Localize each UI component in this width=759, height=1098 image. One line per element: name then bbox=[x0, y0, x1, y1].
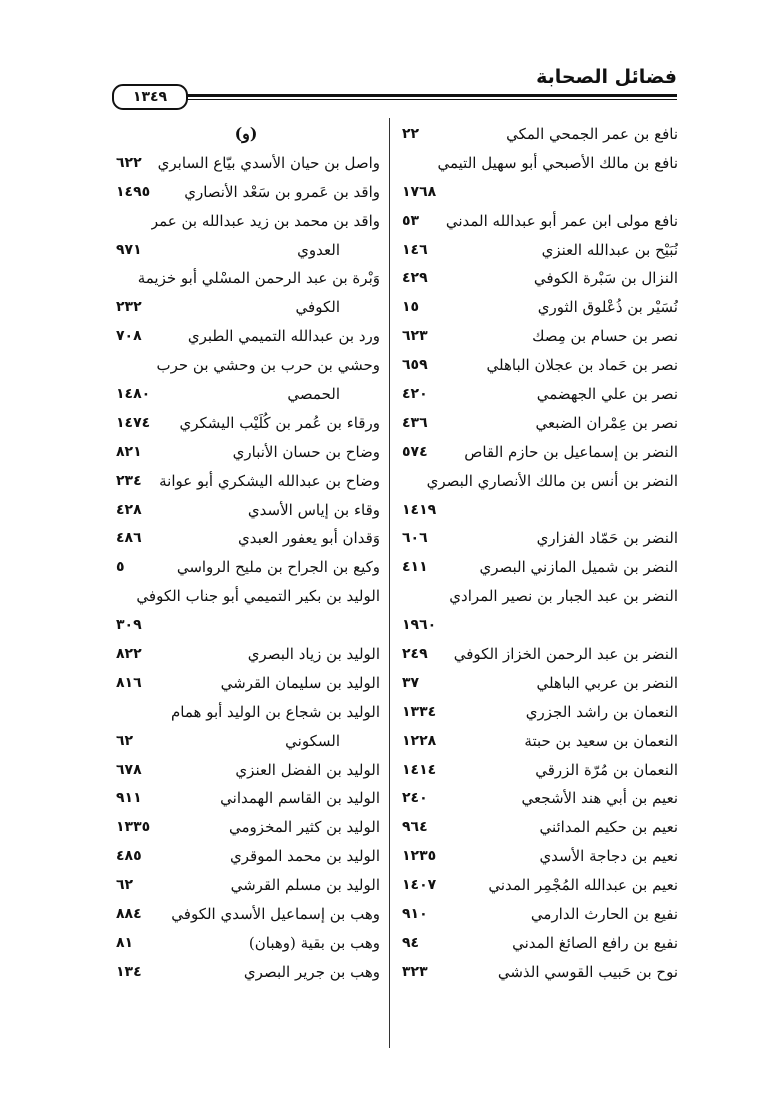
entry-name: نوح بن حَبيب القوسي الذشي bbox=[497, 962, 678, 981]
entry-page-number: ٢٣٤ bbox=[116, 472, 142, 489]
index-entry bbox=[112, 842, 380, 871]
index-entry bbox=[112, 611, 380, 640]
entry-page-number: ٨١ bbox=[116, 934, 134, 951]
entry-name: النضر بن عربي الباهلي bbox=[536, 673, 678, 692]
index-entry bbox=[398, 409, 678, 438]
entry-page-number: ١٤٧٤ bbox=[116, 414, 151, 431]
entry-name: واقد بن عَمرو بن سَعْد الأنصاري bbox=[184, 182, 380, 201]
index-entry bbox=[398, 727, 678, 756]
index-entry bbox=[398, 553, 678, 582]
entry-page-number: ١٤٩٥ bbox=[116, 183, 151, 200]
entry-page-number: ٩٧١ bbox=[116, 241, 142, 258]
entry-page-number: ٦٢٢ bbox=[116, 154, 142, 171]
entry-page-number: ١٤١٩ bbox=[402, 501, 437, 518]
entry-page-number: ٢٤٩ bbox=[402, 646, 428, 663]
entry-name: ورقاء بن عُمر بن كُلَيْب اليشكري bbox=[179, 413, 380, 432]
entry-name: وهب بن إسماعيل الأسدي الكوفي bbox=[171, 905, 380, 924]
entry-page-number: ٣٠٩ bbox=[116, 617, 142, 634]
entry-name: وَبْرة بن عبد الرحمن المسْلي أبو خزيمة bbox=[137, 269, 380, 288]
entry-name: الوليد بن سليمان القرشي bbox=[220, 673, 380, 692]
entry-name: نصر بن حَماد بن عجلان الباهلي bbox=[486, 356, 678, 375]
entry-name: نُسَيْر بن ذُعْلوق الثوري bbox=[537, 298, 678, 317]
entry-name: وضاح بن عبدالله اليشكري أبو عوانة bbox=[159, 471, 380, 490]
entry-page-number: ٢٤٠ bbox=[402, 790, 428, 807]
index-entry bbox=[112, 236, 380, 265]
entry-name: العدوي bbox=[297, 240, 340, 259]
entry-name: النضر بن حَمّاد الفزاري bbox=[536, 529, 678, 548]
index-entry bbox=[398, 871, 678, 900]
entry-name: ورد بن عبدالله التميمي الطبري bbox=[187, 327, 380, 346]
entry-page-number: ٥٧٤ bbox=[402, 443, 428, 460]
entry-page-number: ١٤٠٧ bbox=[402, 877, 437, 894]
entry-page-number: ٦٢٣ bbox=[402, 328, 428, 345]
section-heading bbox=[112, 120, 380, 149]
index-entry bbox=[398, 784, 678, 813]
index-entry bbox=[112, 409, 380, 438]
index-entry bbox=[112, 293, 380, 322]
entry-name: الوليد بن بكير التميمي أبو جناب الكوفي bbox=[136, 587, 380, 606]
header-rule bbox=[152, 94, 677, 97]
entry-page-number: ٨٨٤ bbox=[116, 906, 142, 923]
entry-page-number: ٩١١ bbox=[116, 790, 142, 807]
index-entry bbox=[398, 756, 678, 785]
index-entry bbox=[398, 496, 678, 525]
index-column-right bbox=[398, 120, 678, 987]
index-entry bbox=[112, 264, 380, 293]
entry-page-number: ٩٦٤ bbox=[402, 819, 428, 836]
entry-page-number: ١٣٤ bbox=[116, 963, 142, 980]
book-title: فضائل الصحابة bbox=[536, 66, 677, 88]
entry-name: النضر بن عبد الرحمن الخزاز الكوفي bbox=[453, 645, 678, 664]
entry-name: الوليد بن الفضل العنزي bbox=[235, 760, 380, 779]
entry-name: نفيع بن الحارث الدارمي bbox=[530, 905, 678, 924]
index-entry bbox=[398, 958, 678, 987]
entry-name: (و) bbox=[234, 124, 258, 143]
index-entry bbox=[398, 611, 678, 640]
page-number: ١٣٤٩ bbox=[112, 84, 188, 110]
index-entry bbox=[398, 582, 678, 611]
entry-name: نُبَيْح بن عبدالله العنزي bbox=[541, 240, 678, 259]
entry-name: وهب بن جرير البصري bbox=[243, 962, 380, 981]
entry-page-number: ١٥ bbox=[402, 299, 420, 316]
index-entry bbox=[398, 813, 678, 842]
entry-page-number: ٧٠٨ bbox=[116, 328, 142, 345]
entry-name: السكوني bbox=[285, 731, 340, 750]
entry-page-number: ٨٢٢ bbox=[116, 646, 142, 663]
index-entry bbox=[112, 958, 380, 987]
index-entry bbox=[112, 871, 380, 900]
entry-page-number: ٤٢٨ bbox=[116, 501, 142, 518]
entry-name: نفيع بن رافع الصائغ المدني bbox=[512, 933, 678, 952]
entry-name: الوليد بن شجاع بن الوليد أبو همام bbox=[170, 702, 380, 721]
entry-name: الوليد بن محمد الموقري bbox=[230, 847, 380, 866]
index-entry bbox=[398, 669, 678, 698]
index-entry bbox=[112, 524, 380, 553]
column-divider bbox=[389, 118, 390, 1048]
index-entry bbox=[112, 929, 380, 958]
entry-name: وضاح بن حسان الأنباري bbox=[232, 442, 380, 461]
entry-name: النعمان بن راشد الجزري bbox=[525, 702, 678, 721]
entry-name: نعيم بن دجاجة الأسدي bbox=[539, 847, 678, 866]
index-entry bbox=[112, 727, 380, 756]
index-entry bbox=[112, 553, 380, 582]
entry-name: الوليد بن القاسم الهمداني bbox=[220, 789, 380, 808]
entry-name: الوليد بن زياد البصري bbox=[247, 645, 380, 664]
entry-page-number: ٤٣٦ bbox=[402, 414, 428, 431]
entry-name: الوليد بن كثير المخزومي bbox=[229, 818, 380, 837]
page-header bbox=[112, 62, 677, 105]
index-entry bbox=[112, 438, 380, 467]
index-entry bbox=[398, 322, 678, 351]
entry-page-number: ٤٨٦ bbox=[116, 530, 142, 547]
index-entry bbox=[398, 207, 678, 236]
entry-name: الكوفي bbox=[295, 298, 340, 317]
index-entry bbox=[398, 149, 678, 178]
entry-page-number: ٣٢٣ bbox=[402, 963, 428, 980]
entry-name: النضر بن إسماعيل بن حازم القاص bbox=[464, 442, 678, 461]
entry-page-number: ٨٢١ bbox=[116, 443, 142, 460]
index-entry bbox=[398, 640, 678, 669]
entry-page-number: ٥ bbox=[116, 559, 125, 576]
entry-name: نصر بن علي الجهضمي bbox=[536, 385, 678, 404]
entry-name: النزال بن سَبْرة الكوفي bbox=[533, 269, 678, 288]
index-entry bbox=[398, 698, 678, 727]
entry-name: وكيع بن الجراح بن مليح الرواسي bbox=[176, 558, 380, 577]
entry-page-number: ٣٧ bbox=[402, 674, 420, 691]
entry-page-number: ٤١١ bbox=[402, 559, 428, 576]
index-entry bbox=[112, 380, 380, 409]
entry-name: النعمان بن سعيد بن حبتة bbox=[524, 731, 678, 750]
index-entry bbox=[398, 524, 678, 553]
entry-page-number: ١٣٣٥ bbox=[116, 819, 151, 836]
index-entry bbox=[112, 178, 380, 207]
entry-page-number: ١٤١٤ bbox=[402, 761, 437, 778]
index-entry bbox=[398, 264, 678, 293]
entry-name: وهب بن بقية (وهبان) bbox=[248, 933, 380, 952]
entry-page-number: ١٩٦٠ bbox=[402, 617, 437, 634]
entry-page-number: ٤٨٥ bbox=[116, 848, 142, 865]
entry-page-number: ٦٢ bbox=[116, 877, 134, 894]
index-entry bbox=[112, 351, 380, 380]
entry-page-number: ٦٥٩ bbox=[402, 357, 428, 374]
index-entry bbox=[398, 929, 678, 958]
entry-page-number: ١٤٨٠ bbox=[116, 386, 151, 403]
index-entry bbox=[398, 178, 678, 207]
index-entry bbox=[112, 669, 380, 698]
index-entry bbox=[112, 698, 380, 727]
index-entry bbox=[398, 467, 678, 496]
entry-name: النضر بن شميل المازني البصري bbox=[479, 558, 678, 577]
entry-name: نعيم بن عبدالله المُجْمِر المدني bbox=[488, 876, 678, 895]
index-entry bbox=[398, 380, 678, 409]
entry-page-number: ١٢٣٥ bbox=[402, 848, 437, 865]
index-entry bbox=[112, 582, 380, 611]
index-entry bbox=[398, 842, 678, 871]
entry-name: الوليد بن مسلم القرشي bbox=[230, 876, 380, 895]
entry-name: النضر بن عبد الجبار بن نصير المرادي bbox=[449, 587, 678, 606]
entry-page-number: ٩١٠ bbox=[402, 906, 428, 923]
entry-name: وَقدان أبو يعفور العبدي bbox=[238, 529, 380, 548]
entry-page-number: ٤٢٠ bbox=[402, 386, 428, 403]
entry-page-number: ٤٢٩ bbox=[402, 270, 428, 287]
entry-page-number: ٦٢ bbox=[116, 732, 134, 749]
index-entry bbox=[398, 293, 678, 322]
index-entry bbox=[398, 120, 678, 149]
index-entry bbox=[112, 467, 380, 496]
entry-name: النضر بن أنس بن مالك الأنصاري البصري bbox=[426, 471, 678, 490]
index-entry bbox=[112, 756, 380, 785]
entry-page-number: ١٧٦٨ bbox=[402, 183, 437, 200]
index-entry bbox=[112, 322, 380, 351]
index-entry bbox=[112, 149, 380, 178]
index-entry bbox=[398, 236, 678, 265]
index-entry bbox=[112, 496, 380, 525]
entry-name: نصر بن عِمْران الضبعي bbox=[535, 413, 678, 432]
entry-name: نافع مولى ابن عمر أبو عبدالله المدني bbox=[445, 211, 678, 230]
index-entry bbox=[112, 784, 380, 813]
entry-page-number: ١٤٦ bbox=[402, 241, 428, 258]
index-entry bbox=[112, 900, 380, 929]
entry-name: الحمصي bbox=[287, 385, 340, 404]
index-column-left bbox=[112, 120, 380, 987]
entry-name: نعيم بن أبي هند الأشجعي bbox=[521, 789, 678, 808]
header-rule-thin bbox=[152, 99, 677, 100]
entry-name: نصر بن حسام بن مِصك bbox=[532, 327, 678, 346]
entry-page-number: ٩٤ bbox=[402, 934, 420, 951]
entry-page-number: ٢٣٢ bbox=[116, 299, 142, 316]
index-entry bbox=[112, 813, 380, 842]
index-entry bbox=[398, 438, 678, 467]
index-entry bbox=[398, 351, 678, 380]
index-entry bbox=[112, 207, 380, 236]
entry-name: النعمان بن مُرّة الزرقي bbox=[535, 760, 678, 779]
entry-page-number: ٦٧٨ bbox=[116, 761, 142, 778]
entry-name: وقاء بن إياس الأسدي bbox=[247, 500, 380, 519]
entry-name: نعيم بن حكيم المدائني bbox=[539, 818, 678, 837]
entry-page-number: ١٢٢٨ bbox=[402, 732, 437, 749]
entry-name: نافع بن عمر الجمحي المكي bbox=[506, 125, 678, 143]
entry-page-number: ٢٢ bbox=[402, 126, 420, 142]
entry-name: واصل بن حيان الأسدي بيّاع السابري bbox=[157, 153, 380, 172]
index-entry bbox=[112, 640, 380, 669]
entry-name: نافع بن مالك الأصبحي أبو سهيل التيمي bbox=[437, 153, 678, 172]
entry-page-number: ٥٣ bbox=[402, 212, 420, 229]
entry-page-number: ١٣٣٤ bbox=[402, 703, 437, 720]
entry-page-number: ٨١٦ bbox=[116, 674, 142, 691]
entry-name: واقد بن محمد بن زيد عبدالله بن عمر bbox=[150, 211, 380, 230]
index-entry bbox=[398, 900, 678, 929]
entry-page-number: ٦٠٦ bbox=[402, 530, 428, 547]
entry-name: وحشي بن حرب بن وحشي بن حرب bbox=[156, 356, 380, 375]
